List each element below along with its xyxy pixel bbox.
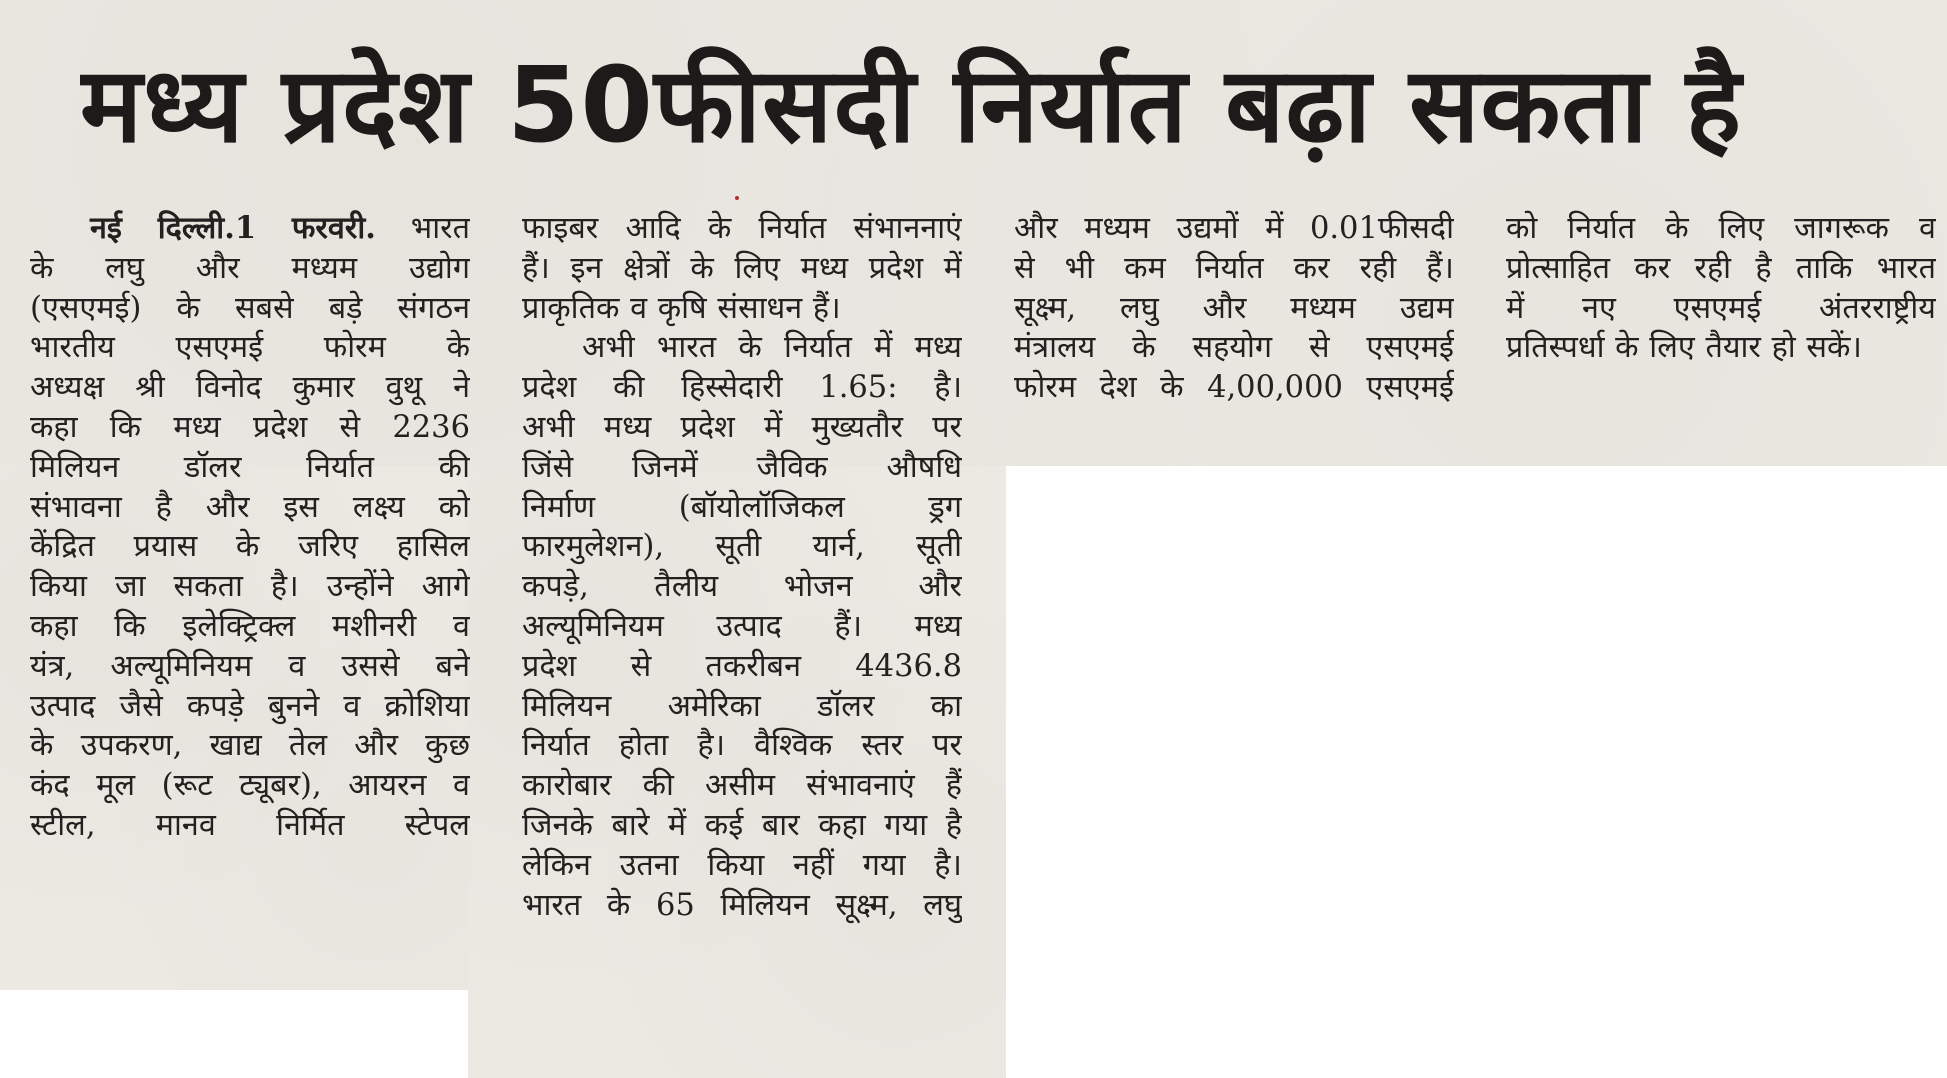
article-line: (एसएमई) के सबसे बड़े संगठन <box>30 290 470 326</box>
article-line: अभी भारत के निर्यात में मध्य <box>582 330 962 366</box>
article-line: के लघु और मध्यम उद्योग <box>30 250 470 286</box>
article-line: केंद्रित प्रयास के जरिए हासिल <box>30 529 470 565</box>
article-line: प्रदेश की हिस्सेदारी 1.65: है। <box>522 370 962 406</box>
article-line: अध्यक्ष श्री विनोद कुमार वुथू ने <box>30 370 470 406</box>
article-line: के उपकरण, खाद्य तेल और कुछ <box>30 728 470 764</box>
article-line: मंत्रालय के सहयोग से एसएमई <box>1014 330 1454 366</box>
article-line: प्राकृतिक व कृषि संसाधन हैं। <box>522 290 841 326</box>
print-mark <box>735 196 739 200</box>
article-column-1 <box>30 209 470 846</box>
dateline: नई दिल्ली.1 फरवरी. <box>90 210 376 246</box>
article-line-text: भारत <box>410 211 470 246</box>
article-line: यंत्र, अल्यूमिनियम व उससे बने <box>30 648 470 684</box>
article-line: निर्माण (बॉयोलॉजिकल ड्रग <box>522 489 962 525</box>
article-line: संभावना है और इस लक्ष्य को <box>30 489 470 525</box>
article-line: जिंसे जिनमें जैविक औषधि <box>522 449 962 485</box>
article-line: कारोबार की असीम संभावनाएं हैं <box>522 768 962 804</box>
article-line: प्रदेश से तकरीबन 4436.8 <box>522 648 962 684</box>
article-line: स्टील, मानव निर्मित स्टेपल <box>30 807 470 843</box>
article-line: को निर्यात के लिए जागरूक व <box>1506 211 1936 246</box>
article-line: से भी कम निर्यात कर रही हैं। <box>1014 250 1454 286</box>
article-line: भारत के 65 मिलियन सूक्ष्म, लघु <box>522 887 962 923</box>
article-line <box>30 209 470 249</box>
article-line: कंद मूल (रूट ट्यूबर), आयरन व <box>30 768 470 804</box>
article-line: कहा कि मध्य प्रदेश से 2236 <box>30 409 470 445</box>
article-line: अभी मध्य प्रदेश में मुख्यतौर पर <box>522 409 962 445</box>
article-line: प्रोत्साहित कर रही है ताकि भारत <box>1506 250 1936 286</box>
article-headline: मध्य प्रदेश 50फीसदी निर्यात बढ़ा सकता है <box>80 44 1742 166</box>
article-line: में नए एसएमई अंतरराष्ट्रीय <box>1506 290 1936 326</box>
article-line: प्रतिस्पर्धा के लिए तैयार हो सकें। <box>1506 330 1862 366</box>
article-line: फारमुलेशन), सूती यार्न, सूती <box>522 529 962 565</box>
article-line: और मध्यम उद्यमों में 0.01फीसदी <box>1014 211 1454 246</box>
article-line: कहा कि इलेक्ट्रिक्ल मशीनरी व <box>30 608 470 644</box>
article-line: भारतीय एसएमई फोरम के <box>30 330 470 366</box>
article-column-2 <box>522 209 962 925</box>
article-column-4 <box>1506 209 1936 368</box>
article-column-3 <box>1014 209 1454 408</box>
article-line: मिलियन अमेरिका डॉलर का <box>522 688 962 724</box>
article-line: निर्यात होता है। वैश्विक स्तर पर <box>522 728 962 764</box>
article-line: अल्यूमिनियम उत्पाद हैं। मध्य <box>522 608 962 644</box>
article-line: मिलियन डॉलर निर्यात की <box>30 449 470 485</box>
article-line: कपड़े, तैलीय भोजन और <box>522 569 962 605</box>
article-line: फोरम देश के 4,00,000 एसएमई <box>1014 370 1454 406</box>
article-line: जिनके बारे में कई बार कहा गया है <box>522 807 962 843</box>
article-line: हैं। इन क्षेत्रों के लिए मध्य प्रदेश में <box>522 250 962 286</box>
article-line: किया जा सकता है। उन्होंने आगे <box>30 569 470 605</box>
article-line: सूक्ष्म, लघु और मध्यम उद्यम <box>1014 290 1454 326</box>
article-line: उत्पाद जैसे कपड़े बुनने व क्रोशिया <box>30 688 470 724</box>
article-line: लेकिन उतना किया नहीं गया है। <box>522 847 962 883</box>
article-line: फाइबर आदि के निर्यात संभाननाएं <box>522 211 962 246</box>
